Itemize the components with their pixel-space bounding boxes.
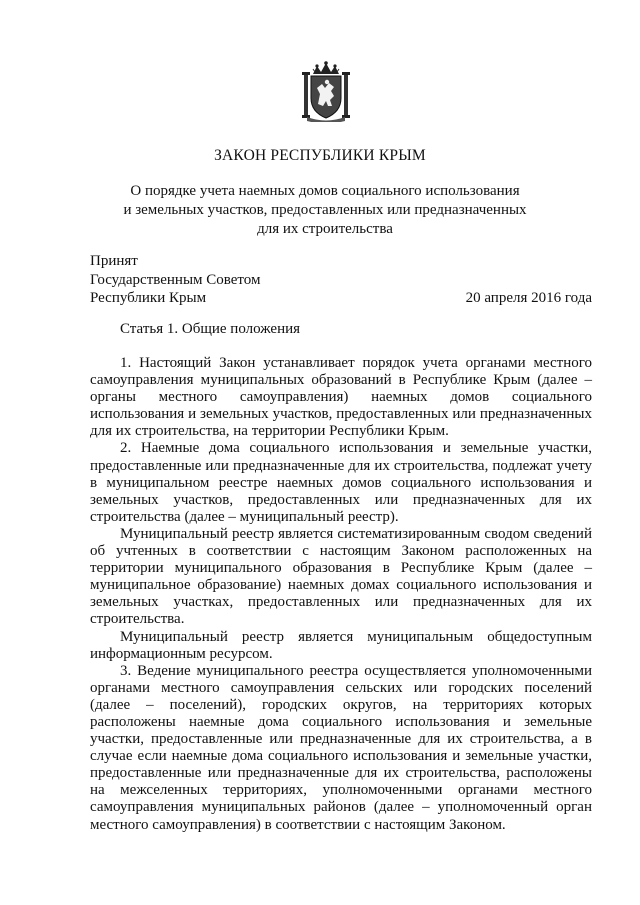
paragraph: 1. Настоящий Закон устанавливает порядок учета органами местного самоуправления муниципальных образований в Республике Крым (далее – органы местного самоуправления) наемных домов социального использования и земельных участков, предоставленных или предназначенных для их строительства, на территории Республики Крым. [90, 355, 592, 440]
paragraph: Муниципальный реестр является систематизированным сводом сведений об учтенных в соответствии с настоящим Законом расположенных на территории муниципального образования в Республике Крым (далее – муниципальное образование) наемных домах социального использования и земельных участках, предоставленных или предназначенных для их строительства. [90, 525, 592, 628]
adoption-line: Государственным Советом [90, 271, 261, 288]
coat-of-arms-icon [301, 60, 351, 122]
article-body [90, 355, 592, 834]
article-heading: Статья 1. Общие положения [120, 321, 301, 337]
adoption-block [90, 252, 261, 308]
paragraph: 2. Наемные дома социального использования и земельные участки, предоставленные или предназначенные для их строительства, подлежат учету в муниципальном реестре наемных домов социального использования и земельных участков, предоставленных или предназначенных для их строительства (далее – муниципальный реестр). [90, 440, 592, 525]
law-title: ЗАКОН РЕСПУБЛИКИ КРЫМ [214, 147, 426, 164]
subtitle-line: О порядке учета наемных домов социального использования [130, 183, 520, 199]
paragraph: Муниципальный реестр является муниципальным общедоступным информационным ресурсом. [90, 628, 592, 662]
law-subtitle [110, 182, 540, 239]
adoption-line: Принят [90, 253, 138, 269]
adoption-line: Республики Крым [90, 290, 207, 306]
subtitle-line: и земельных участков, предоставленных или предназначенных [123, 202, 527, 218]
adoption-date: 20 апреля 2016 года [465, 290, 592, 306]
paragraph: 3. Ведение муниципального реестра осуществляется уполномоченными органами местного самоуправления сельских или городских поселений (далее – поселений), городских округов, на территориях которых расположены наемные дома социального использования и земельные участки, предоставленные или предназначенные для их строительства, а в случае если наемные дома социального использования и земельные участки, предоставленные или предназначенные для их строительства, расположены на межселенных территориях, уполномоченными органами местного самоуправления муниципальных районов (далее – уполномоченный орган местного самоуправления) в соответствии с настоящим Законом. [90, 662, 592, 833]
subtitle-line: для их строительства [257, 221, 393, 237]
